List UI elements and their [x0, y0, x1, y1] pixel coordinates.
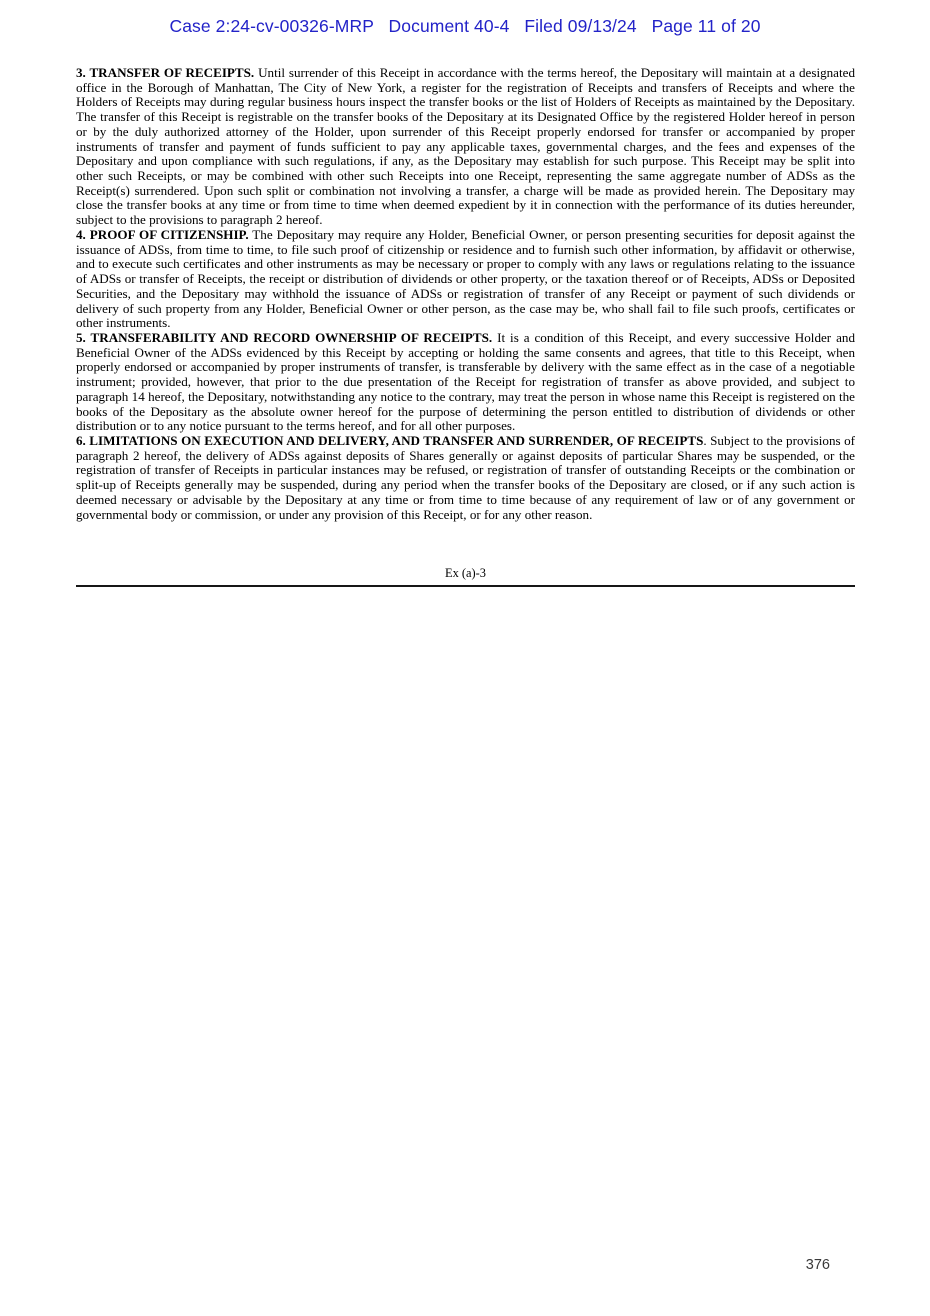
document-body	[76, 66, 855, 522]
paragraph-6-limitations-on-execution-and-delivery	[76, 434, 855, 522]
paragraph-4-text: The Depositary may require any Holder, Beneficial Owner, or person presenting securities for deposit against the issuance of ADSs, from time to time, to file such proof of citizenship or residence and to furnish such other information, by affidavit or otherwise, and to execute such certificates and other instruments as may be necessary or proper to comply with any laws or regulations relating to the issuance of ADSs or transfer of Receipts, the receipt or distribution of dividends or other property, or the taxation thereof or of Receipts, ADSs or Deposited Securities, and the Depositary may withhold the issuance of ADSs or registration of transfer of any Receipt or payment of such dividends or delivery of such property from any Holder, Beneficial Owner or other person, as the case may be, who shall fail to file such proofs, certificates or other instruments.	[76, 226, 855, 331]
page-number: 376	[805, 1257, 830, 1273]
paragraph-6-heading: 6. LIMITATIONS ON EXECUTION AND DELIVERY, AND TRANSFER AND SURRENDER, OF RECEIPTS	[76, 432, 704, 448]
exhibit-label: Ex (a)-3	[445, 566, 486, 580]
ecf-case-header-stamp: Case 2:24-cv-00326-MRP Document 40-4 Filed 09/13/24 Page 11 of 20	[169, 16, 761, 36]
paragraph-3-text: Until surrender of this Receipt in accordance with the terms hereof, the Depositary will maintain at a designated office in the Borough of Manhattan, The City of New York, a register for the registration of Receipts and transfers of Receipts and where the Holders of Receipts may during regular business hours inspect the transfer books or the list of Holders of Receipts as maintained by the Depositary. The transfer of this Receipt is registrable on the transfer books of the Depositary at its Designated Office by the registered Holder hereof in person or by the duly authorized attorney of the Holder, upon surrender of this Receipt properly endorsed for transfer or accompanied by proper instruments of transfer and payment of funds sufficient to pay any applicable taxes, governmental charges, and the fees and expenses of the Depositary and upon compliance with such regulations, if any, as the Depositary may establish for such purpose. This Receipt may be split into other such Receipts, or may be combined with other such Receipts into one Receipt, representing the same aggregate number of ADSs as the Receipt(s) surrendered. Upon such split or combination not involving a transfer, a charge will be made as provided herein. The Depositary may close the transfer books at any time or from time to time when deemed expedient by it in connection with the performance of its duties hereunder, subject to the provisions to paragraph 2 hereof.	[76, 65, 855, 228]
paragraph-4-heading: 4. PROOF OF CITIZENSHIP.	[76, 226, 249, 242]
footer-divider-rule	[76, 585, 855, 587]
paragraph-5-heading: 5. TRANSFERABILITY AND RECORD OWNERSHIP OF RECEIPTS.	[76, 329, 493, 345]
paragraph-5-transferability-and-record-ownership	[76, 331, 855, 434]
paragraph-4-proof-of-citizenship	[76, 228, 855, 331]
paragraph-6-text: . Subject to the provisions of paragraph 2 hereof, the delivery of ADSs against deposits of Shares generally or against deposits of particular Shares may be suspended, or the registration of transfer of Receipts in particular instances may be refused, or registration of transfer of outstanding Receipts or the combination or split-up of Receipts generally may be suspended, during any period when the transfer books of the Depositary are closed, or if any such action is deemed necessary or advisable by the Depositary at any time or from time to time because of any requirement of law or of any government or governmental body or commission, or under any provision of this Receipt, or for any other reason.	[76, 432, 855, 522]
paragraph-5-text: It is a condition of this Receipt, and every successive Holder and Beneficial Owner of the ADSs evidenced by this Receipt by accepting or holding the same consents and agrees, that title to this Receipt, when properly endorsed or accompanied by proper instruments of transfer, is transferable by delivery with the same effect as in the case of a negotiable instrument; provided, however, that prior to the due presentation of the Receipt for registration of transfer as above provided, and subject to paragraph 14 hereof, the Depositary, notwithstanding any notice to the contrary, may treat the person in whose name this Receipt is registered on the books of the Depositary as the absolute owner hereof for the purpose of determining the person entitled to distribution of dividends or other distribution or to any notice pursuant to the terms hereof, and for all other purposes.	[76, 329, 856, 434]
paragraph-3-heading: 3. TRANSFER OF RECEIPTS.	[76, 65, 255, 80]
paragraph-3-transfer-of-receipts	[76, 66, 855, 228]
